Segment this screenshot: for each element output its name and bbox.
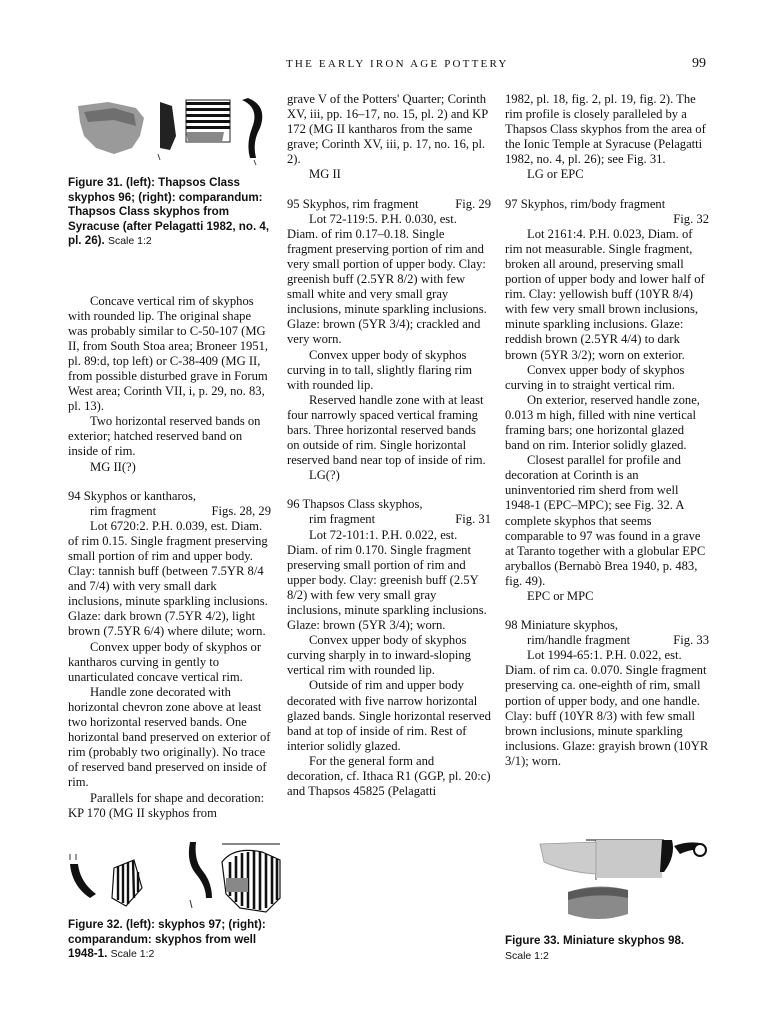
paragraph: Lot 2161:4. P.H. 0.023, Diam. of rim not measurable. Single fragment, broken all around, preserving small portion of upper body and lower half of rim. Clay: yellowish buff (10YR 8/4) with few very small brown inclusions, minute sparkling inclusions. Glaze: reddish brown (2.5YR 4/4) to dark brown (5YR 3/2); worn on exterior. [505,226,705,362]
entry-98-subheading: rim/handle fragment Fig. 33 [527,633,709,648]
entry-98-heading: 98 Miniature skyphos, [505,618,618,633]
figure-32-images [62,838,282,916]
period-label: MG II(?) [90,459,136,474]
figure-32-caption: Figure 32. (left): skyphos 97; (right): comparandum: skyphos from well 1948-1. Scale 1:2 [68,918,266,960]
entry-94-heading: 94 Skyphos or kantharos, [68,488,197,503]
paragraph: For the general form and decoration, cf. Ithaca R1 (GGP, pl. 20:c) and Thapsos 45825 (Pelagatti [287,753,491,799]
paragraph: Lot 6720:2. P.H. 0.039, est. Diam. of rim 0.15. Single fragment preserving small portion of rim and upper body. Clay: tannish buff (between 7.5YR 8/4 and 7/4) with very small dark inclusions, minute sparkling inclusions. Glaze: dark brown (7.5YR 4/2), light brown (7.5YR 6/4) where dilute; worn. [68,518,268,639]
paragraph: Lot 72-119:5. P.H. 0.030, est. Diam. of rim 0.17–0.18. Single fragment preserving portion of rim and very small portion of upper body. Clay: greenish buff (2.5YR 8/2) with few small white and very small gray inclusions, minute sparkling inclusions. Glaze: brown (5YR 3/4); crackled and very worn. [287,211,487,347]
period-label: EPC or MPC [527,589,594,603]
period-label: LG or EPC [527,167,584,182]
running-title: THE EARLY IRON AGE POTTERY [286,58,509,70]
paragraph: Convex upper body of skyphos or kantharos curving in gently to unarticulated concave vertical rim. [68,639,262,684]
paragraph: Parallels for shape and decoration: KP 170 (MG II skyphos from [68,790,265,820]
paragraph: Convex upper body of skyphos curving sharply in to inward-sloping vertical rim with rounded lip. [287,633,471,678]
paragraph: grave V of the Potters' Quarter; Corinth XV, iii, pp. 16–17, no. 15, pl. 2) and KP 172 (MG II kantharos from the same grave; Corinth XV, iii, p. 17, no. 16, pl. 2). [287,92,488,167]
figure-reference: Figs. 28, 29 [211,503,271,518]
paragraph: Two horizontal reserved bands on exterior; hatched reserved band on inside of rim. [68,414,261,459]
figure-reference: Fig. 33 [673,633,709,648]
paragraph: Reserved handle zone with at least four narrowly spaced vertical framing bars. Three horizontal reserved bands on outside of rim. Single horizontal reserved band near top of inside of rim. [287,392,486,468]
figure-33-images [504,826,710,926]
column-1 [68,92,271,821]
paragraph: Lot 1994-65:1. P.H. 0.022, est. Diam. of rim ca. 0.070. Single fragment preserving ca. one-eighth of rim, small portion of upper body, and one handle. Clay: buff (10YR 8/3) with few small brown inclusions, minute sparkling inclusions. Glaze: grayish brown (10YR 3/1); worn. [505,648,709,768]
paragraph: Closest parallel for profile and decoration at Corinth is an uninventoried rim sherd from well 1948-1 (EPC–MPC); see Fig. 32. A complete skyphos that seems comparable to 97 was found in a grave at Taranto together with a globular EPC aryballos (Bernabò Brea 1940, p. 483, fig. 49). [505,453,706,588]
entry-96-heading: 96 Thapsos Class skyphos, [287,497,423,512]
paragraph: Handle zone decorated with horizontal chevron zone above at least two horizontal reserved bands. One horizontal band preserved on exterior of rim (probably two originally). No trace of reserved band preserved on inside of rim. [68,684,271,790]
figure-33-caption: Figure 33. Miniature skyphos 98. Scale 1:2 [505,934,685,962]
paragraph: Convex upper body of skyphos curving in to tall, slightly flaring rim with rounded lip. [287,347,473,392]
paragraph: On exterior, reserved handle zone, 0.013 m high, filled with nine vertical framing bars; one horizontal glazed band on rim. Interior solidly glazed. [505,392,700,453]
paragraph: 1982, pl. 18, fig. 2, pl. 19, fig. 2). The rim profile is closely paralleled by a Thapsos Class skyphos from the area of the Ionic Temple at Syracuse (Pelagatti 1982, no. 4, pl. 26); see Fig. 31. [505,92,706,167]
figure-31-scale: Scale 1:2 [107,235,152,247]
figure-32-scale: Scale 1:2 [110,948,155,960]
entry-94-subheading: rim fragment Figs. 28, 29 [90,503,271,518]
entry-97-heading: 97 Skyphos, rim/body fragment [505,196,666,211]
figure-reference: Fig. 29 [455,196,491,211]
entry-96-subheading: rim fragment Fig. 31 [309,512,491,527]
paragraph: Convex upper body of skyphos curving in to straight vertical rim. [505,362,685,392]
figure-33-scale: Scale 1:2 [505,949,549,962]
page-number: 99 [692,56,706,71]
paragraph: Concave vertical rim of skyphos with rounded lip. The original shape was probably similar to C-50-107 (MG II, from South Stoa area; Broneer 1951, pl. 89:d, top left) or C-38-409 (MG II, from possible disturbed grave in Forum West area; Corinth VII, i, p. 29, no. 83, pl. 13). [68,293,269,414]
period-label: MG II [309,167,341,182]
paragraph: Lot 72-101:1. P.H. 0.022, est. Diam. of rim 0.170. Single fragment preserving small portion of rim and upper body. Clay: greenish buff (2.5Y 8/2) with few very small gray inclusions, minute sparkling inclusions. Glaze: brown (5YR 3/4); worn. [287,527,487,633]
period-label: LG(?) [309,468,340,483]
entry-97-figure-reference: Fig. 32 [673,211,709,226]
paragraph: Outside of rim and upper body decorated with five narrow horizontal glazed bands. Single horizontal reserved band at top of inside of rim. Rest of interior solidly glazed. [287,678,491,753]
figure-31-caption: Figure 31. (left): Thapsos Class skyphos 96; (right): comparandum: Thapsos Class skyphos from Syracuse (after Pelagatti 1982, no. 4, pl. 26). Scale 1:2 [68,176,270,247]
column-2 [287,92,491,799]
entry-95-heading: 95 Skyphos, rim fragment Fig. 29 [287,196,491,211]
running-header [0,58,770,76]
column-3 [505,92,709,769]
figure-reference: Fig. 31 [455,512,491,527]
